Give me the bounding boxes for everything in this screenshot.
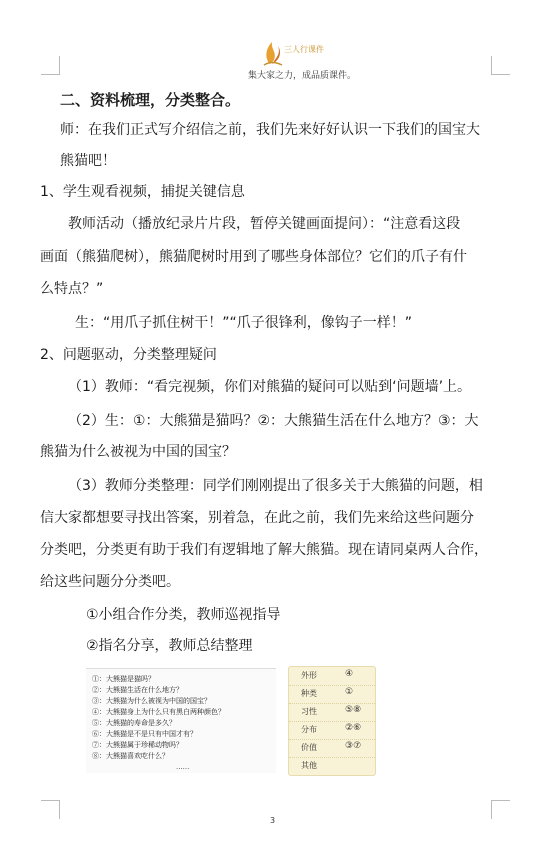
category-label: 种类 (301, 689, 317, 698)
category-items: ④ (345, 669, 354, 679)
step2-sub-item-2: ②指名分享，教师总结整理 (86, 638, 253, 654)
student-answer: 生：“用爪子抓住树干！”“爪子很锋利，像钩子一样！” (75, 315, 413, 331)
teacher-activity-line-2: 画面（熊猫爬树），熊猫爬树时用到了哪些身体部位？它们的爪子有什 (40, 249, 467, 265)
crop-mark-top-left (41, 56, 60, 75)
teacher-activity-line-3: 么特点？” (40, 281, 104, 297)
category-items: ②⑥ (345, 723, 362, 733)
question-item: ①：大熊猫是猫吗？ (92, 675, 155, 683)
logo-name: 三人行课件 (284, 45, 324, 54)
step1-heading: 1、学生观看视频，捕捉关键信息 (40, 184, 245, 200)
category-label: 习性 (301, 707, 317, 716)
step2-paragraph-2-line-1: （2）生：①：大熊猫是猫吗？②：大熊猫生活在什么地方？③：大 (68, 413, 479, 429)
question-item: ⑧：大熊猫喜欢吃什么？ (92, 752, 169, 760)
intro-line-1: 师：在我们正式写介绍信之前，我们先来好好认识一下我们的国宝大 (60, 122, 480, 138)
category-row (289, 703, 375, 722)
question-list-ellipsis: ...... (176, 763, 190, 771)
teacher-activity-line-1: 教师活动（播放纪录片片段，暂停关键画面提问）：“注意看这段 (68, 216, 461, 232)
step2-paragraph-3-line-3: 分类吧，分类更有助于我们有逻辑地了解大熊猫。现在请同桌两人合作， (40, 542, 488, 558)
crop-mark-bottom-right (491, 800, 510, 819)
category-label: 分布 (301, 725, 317, 734)
step2-paragraph-2-line-2: 熊猫为什么被视为中国的国宝？ (40, 444, 236, 460)
step2-paragraph-3-line-2: 信大家都想要寻找出答案，别着急，在此之前，我们先来给这些问题分 (40, 510, 474, 526)
step2-sub-item-1: ①小组合作分类，教师巡视指导 (86, 607, 281, 623)
question-item: ②：大熊猫生活在什么地方？ (92, 686, 183, 694)
question-item: ④：大熊猫身上为什么只有黑白两种颜色？ (92, 708, 225, 716)
category-label: 其他 (301, 761, 317, 770)
question-item: ⑥：大熊猫是不是只有中国才有？ (92, 730, 197, 738)
step2-paragraph-3-line-1: （3）教师分类整理：同学们刚刚提出了很多关于大熊猫的问题，相 (68, 478, 483, 494)
category-items: ① (345, 687, 354, 697)
section-title: 二、资料梳理，分类整合。 (60, 91, 241, 109)
category-row (289, 685, 375, 704)
category-row (289, 721, 375, 740)
crop-mark-top-right (491, 56, 510, 75)
question-item: ⑤：大熊猫的寿命是多久？ (92, 719, 176, 727)
category-label: 价值 (301, 743, 317, 752)
question-list-image (86, 668, 276, 773)
category-row (289, 667, 375, 686)
step2-heading: 2、问题驱动，分类整理疑问 (40, 347, 217, 363)
header-slogan: 集大家之力，成品质课件。 (248, 71, 357, 81)
step2-paragraph-1: （1）教师：“看完视频，你们对熊猫的疑问可以贴到‘问题墙’上。 (68, 379, 472, 395)
category-items: ⑤⑧ (345, 705, 362, 715)
category-table (288, 666, 376, 776)
category-items: ③⑦ (345, 741, 362, 751)
category-row (289, 757, 375, 775)
category-label: 外形 (301, 671, 317, 680)
intro-line-2: 熊猫吧！ (60, 153, 116, 169)
category-row (289, 739, 375, 758)
question-item: ③：大熊猫为什么被视为中国的国宝？ (92, 697, 211, 705)
question-item: ⑦：大熊猫属于珍稀动物吗？ (92, 741, 183, 749)
step2-paragraph-3-line-4: 给这些问题分分类吧。 (40, 574, 180, 590)
crop-mark-bottom-left (41, 800, 60, 819)
page-number: 3 (270, 816, 276, 825)
